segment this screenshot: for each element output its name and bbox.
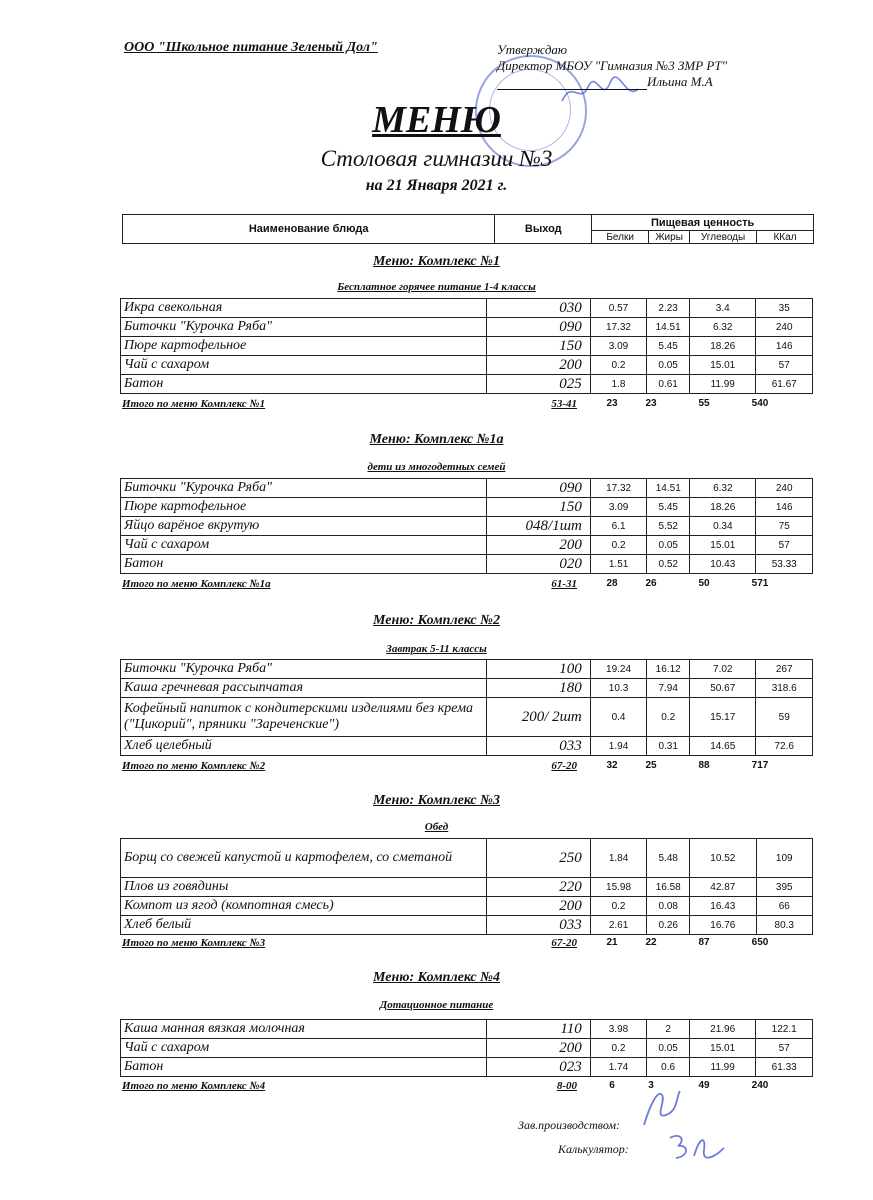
total-output: 67-20 (551, 937, 577, 949)
dish-output: 090 (486, 318, 590, 337)
dish-kcal: 57 (756, 356, 813, 375)
dish-name: Каша гречневая рассыпчатая (121, 679, 487, 698)
dish-output: 150 (486, 498, 590, 517)
total-output: 8-00 (556, 1080, 577, 1092)
dish-fats: 0.08 (647, 897, 690, 916)
dish-output: 048/1шт (486, 517, 590, 536)
dish-carbs: 18.26 (690, 337, 756, 356)
production-signature (640, 1085, 686, 1129)
section-subtitle: Обед (424, 821, 449, 833)
dish-fats: 0.05 (647, 536, 690, 555)
dish-output: 250 (487, 839, 591, 878)
dish-carbs: 10.43 (690, 555, 756, 574)
header-dish: Наименование блюда (123, 215, 495, 244)
dish-fats: 5.45 (647, 337, 690, 356)
menu-table (120, 298, 813, 394)
table-row (121, 555, 813, 574)
dish-carbs: 0.34 (690, 517, 756, 536)
header-nutrition: Пищевая ценность (592, 215, 814, 231)
header-carbs: Углеводы (690, 231, 757, 244)
table-row (121, 698, 813, 737)
dish-name: Батон (121, 555, 487, 574)
table-row (121, 517, 813, 536)
table-row (121, 839, 813, 878)
dish-proteins: 19.24 (590, 660, 647, 679)
dish-proteins: 1.94 (590, 737, 647, 756)
approver-line (497, 74, 727, 90)
dish-fats: 0.26 (647, 916, 690, 935)
total-label: Итого по меню Комплекс №4 (122, 1080, 266, 1092)
dish-output: 033 (487, 916, 591, 935)
dish-proteins: 1.84 (590, 839, 647, 878)
approver-position: Директор МБОУ "Гимназия №3 ЗМР РТ" (497, 58, 728, 73)
dish-fats: 7.94 (647, 679, 690, 698)
approval-block (497, 42, 727, 90)
dish-kcal: 53.33 (756, 555, 813, 574)
dish-kcal: 109 (756, 839, 813, 878)
dish-output: 200 (486, 536, 590, 555)
total-value: 21 (606, 937, 618, 948)
dish-output: 100 (486, 660, 590, 679)
dish-name: Хлеб целебный (121, 737, 487, 756)
header-kcal: ККал (757, 231, 814, 244)
dish-proteins: 17.32 (590, 479, 647, 498)
dish-fats: 0.2 (647, 698, 690, 737)
dish-name: Чай с сахаром (121, 536, 487, 555)
dish-carbs: 3.4 (690, 299, 756, 318)
dish-name: Икра свекольная (121, 299, 487, 318)
section-total (122, 937, 814, 951)
header-proteins: Белки (592, 231, 649, 244)
dish-fats: 0.31 (647, 737, 690, 756)
dish-name: Чай с сахаром (121, 356, 487, 375)
dish-name: Батон (121, 375, 487, 394)
dish-carbs: 6.32 (690, 318, 756, 337)
table-row (121, 1039, 813, 1058)
page-subtitle: Столовая гимназии №3 (320, 146, 553, 171)
dish-fats: 0.6 (647, 1058, 690, 1077)
dish-fats: 0.52 (647, 555, 690, 574)
table-row (121, 916, 813, 935)
dish-output: 020 (486, 555, 590, 574)
organization-name: ООО "Школьное питание Зеленый Дол" (124, 40, 378, 55)
dish-kcal: 240 (756, 318, 813, 337)
table-row (121, 679, 813, 698)
table-row (121, 318, 813, 337)
dish-carbs: 18.26 (690, 498, 756, 517)
section-total (122, 398, 814, 412)
table-row (121, 375, 813, 394)
dish-carbs: 14.65 (690, 737, 756, 756)
section-subtitle: Бесплатное горячее питание 1-4 классы (337, 281, 536, 293)
dish-proteins: 17.32 (590, 318, 647, 337)
section-subtitle: Завтрак 5-11 классы (386, 643, 487, 655)
dish-carbs: 16.43 (690, 897, 756, 916)
section-subtitle: Дотационное питание (379, 999, 494, 1011)
dish-kcal: 146 (756, 498, 813, 517)
dish-carbs: 7.02 (690, 660, 756, 679)
page-title: МЕНЮ (372, 99, 501, 141)
dish-carbs: 6.32 (690, 479, 756, 498)
production-manager-label: Зав.производством: (518, 1118, 621, 1132)
total-value: 571 (751, 578, 769, 589)
dish-carbs: 15.01 (690, 356, 756, 375)
dish-carbs: 15.17 (690, 698, 756, 737)
dish-name: Пюре картофельное (121, 337, 487, 356)
dish-fats: 14.51 (647, 479, 690, 498)
dish-name: Чай с сахаром (121, 1039, 487, 1058)
dish-kcal: 395 (756, 878, 813, 897)
nutrition-table-header (122, 214, 814, 244)
dish-proteins: 1.8 (590, 375, 647, 394)
section-title: Меню: Комплекс №1 (373, 254, 500, 269)
total-value: 540 (751, 398, 769, 409)
total-value: 240 (751, 1080, 769, 1091)
dish-proteins: 3.09 (590, 498, 647, 517)
dish-output: 150 (486, 337, 590, 356)
dish-fats: 0.05 (647, 356, 690, 375)
dish-fats: 16.58 (647, 878, 690, 897)
dish-carbs: 15.01 (689, 1039, 755, 1058)
dish-proteins: 0.2 (590, 356, 647, 375)
total-output: 53-41 (551, 398, 577, 410)
dish-output: 200 (486, 356, 590, 375)
dish-name: Хлеб белый (121, 916, 487, 935)
dish-output: 200 (486, 1039, 590, 1058)
dish-kcal: 146 (756, 337, 813, 356)
calculator-signature (666, 1130, 726, 1162)
dish-output: 030 (486, 299, 590, 318)
dish-proteins: 0.2 (590, 1039, 646, 1058)
dish-output: 200 (487, 897, 591, 916)
dish-name: Биточки "Курочка Ряба" (121, 479, 487, 498)
dish-carbs: 42.87 (690, 878, 756, 897)
table-row (121, 1020, 813, 1039)
dish-kcal: 57 (756, 536, 813, 555)
dish-fats: 5.45 (647, 498, 690, 517)
dish-output: 023 (486, 1058, 590, 1077)
menu-table (120, 838, 813, 935)
dish-name: Каша манная вязкая молочная (121, 1020, 487, 1039)
header-fats: Жиры (649, 231, 690, 244)
total-value: 717 (751, 760, 769, 771)
dish-output: 220 (487, 878, 591, 897)
dish-carbs: 50.67 (690, 679, 756, 698)
dish-proteins: 0.57 (590, 299, 647, 318)
table-row (121, 1058, 813, 1077)
dish-proteins: 10.3 (590, 679, 647, 698)
section-title: Меню: Комплекс №4 (373, 970, 500, 985)
total-value: 88 (698, 760, 710, 771)
table-row (121, 299, 813, 318)
dish-carbs: 16.76 (690, 916, 756, 935)
dish-name: Биточки "Курочка Ряба" (121, 660, 487, 679)
total-value: 25 (645, 760, 657, 771)
total-value: 87 (698, 937, 710, 948)
total-value: 650 (751, 937, 769, 948)
section-title: Меню: Комплекс №2 (373, 613, 500, 628)
table-row (121, 479, 813, 498)
dish-name: Плов из говядины (121, 878, 487, 897)
dish-kcal: 66 (756, 897, 813, 916)
dish-kcal: 72.6 (756, 737, 813, 756)
section-total (122, 1080, 814, 1094)
total-value: 28 (606, 578, 618, 589)
table-row (121, 337, 813, 356)
dish-kcal: 80.3 (756, 916, 813, 935)
total-value: 49 (698, 1080, 710, 1091)
dish-kcal: 35 (756, 299, 813, 318)
menu-date: на 21 Января 2021 г. (365, 177, 508, 194)
dish-proteins: 0.2 (590, 897, 647, 916)
dish-kcal: 61.67 (756, 375, 813, 394)
dish-kcal: 318.6 (756, 679, 813, 698)
dish-kcal: 75 (756, 517, 813, 536)
dish-carbs: 15.01 (690, 536, 756, 555)
table-row (121, 737, 813, 756)
total-value: 50 (698, 578, 710, 589)
dish-kcal: 61.33 (756, 1058, 813, 1077)
total-value: 22 (645, 937, 657, 948)
total-value: 55 (698, 398, 710, 409)
total-label: Итого по меню Комплекс №1а (122, 578, 271, 590)
menu-table (120, 1019, 813, 1077)
total-value: 23 (606, 398, 618, 409)
menu-table (120, 659, 813, 756)
dish-kcal: 240 (756, 479, 813, 498)
table-row (121, 356, 813, 375)
dish-proteins: 1.74 (590, 1058, 646, 1077)
total-value: 32 (606, 760, 618, 771)
total-output: 67-20 (551, 760, 577, 772)
dish-carbs: 11.99 (689, 1058, 755, 1077)
section-total (122, 578, 814, 592)
calculator-label: Калькулятор: (558, 1142, 629, 1156)
section-title: Меню: Комплекс №1а (369, 432, 504, 447)
dish-kcal: 59 (756, 698, 813, 737)
section-title: Меню: Комплекс №3 (373, 793, 500, 808)
total-value: 23 (645, 398, 657, 409)
dish-fats: 5.52 (647, 517, 690, 536)
total-label: Итого по меню Комплекс №2 (122, 760, 266, 772)
approver-name: Ильина М.А (647, 74, 713, 89)
dish-proteins: 0.4 (590, 698, 647, 737)
dish-fats: 5.48 (647, 839, 690, 878)
dish-output: 025 (486, 375, 590, 394)
dish-output: 110 (486, 1020, 590, 1039)
dish-kcal: 57 (756, 1039, 813, 1058)
table-row (121, 498, 813, 517)
dish-fats: 14.51 (647, 318, 690, 337)
dish-proteins: 0.2 (590, 536, 647, 555)
dish-name: Компот из ягод (компотная смесь) (121, 897, 487, 916)
section-total (122, 760, 814, 774)
dish-fats: 0.61 (647, 375, 690, 394)
dish-output: 090 (486, 479, 590, 498)
dish-proteins: 6.1 (590, 517, 647, 536)
menu-table (120, 478, 813, 574)
dish-name: Пюре картофельное (121, 498, 487, 517)
total-value: 26 (645, 578, 657, 589)
dish-fats: 2.23 (647, 299, 690, 318)
dish-proteins: 15.98 (590, 878, 647, 897)
dish-proteins: 3.09 (590, 337, 647, 356)
dish-proteins: 2.61 (590, 916, 647, 935)
dish-kcal: 267 (756, 660, 813, 679)
table-row (121, 897, 813, 916)
total-label: Итого по меню Комплекс №1 (122, 398, 266, 410)
table-row (121, 660, 813, 679)
dish-output: 033 (486, 737, 590, 756)
dish-fats: 0.05 (647, 1039, 690, 1058)
signature-line (497, 77, 647, 90)
dish-carbs: 11.99 (690, 375, 756, 394)
approve-label: Утверждаю (497, 42, 568, 57)
header-output: Выход (495, 215, 592, 244)
dish-proteins: 3.98 (590, 1020, 646, 1039)
dish-name: Борщ со свежей капустой и картофелем, со сметаной (121, 839, 487, 878)
dish-fats: 16.12 (647, 660, 690, 679)
total-output: 61-31 (551, 578, 577, 590)
dish-output: 200/ 2шт (486, 698, 590, 737)
dish-carbs: 10.52 (690, 839, 756, 878)
dish-name: Батон (121, 1058, 487, 1077)
dish-fats: 2 (647, 1020, 690, 1039)
dish-proteins: 1.51 (590, 555, 647, 574)
total-label: Итого по меню Комплекс №3 (122, 937, 266, 949)
dish-name: Биточки "Курочка Ряба" (121, 318, 487, 337)
total-value: 6 (609, 1080, 615, 1091)
dish-carbs: 21.96 (689, 1020, 755, 1039)
dish-name: Кофейный напиток с кондитерскими изделиями без крема ("Цикорий", пряники "Зареченские") (121, 698, 487, 737)
dish-output: 180 (486, 679, 590, 698)
table-row (121, 536, 813, 555)
table-row (121, 878, 813, 897)
total-value: 3 (648, 1080, 654, 1091)
dish-kcal: 122.1 (756, 1020, 813, 1039)
dish-name: Яйцо варёное вкрутую (121, 517, 487, 536)
section-subtitle: дети из многодетных семей (367, 461, 506, 473)
